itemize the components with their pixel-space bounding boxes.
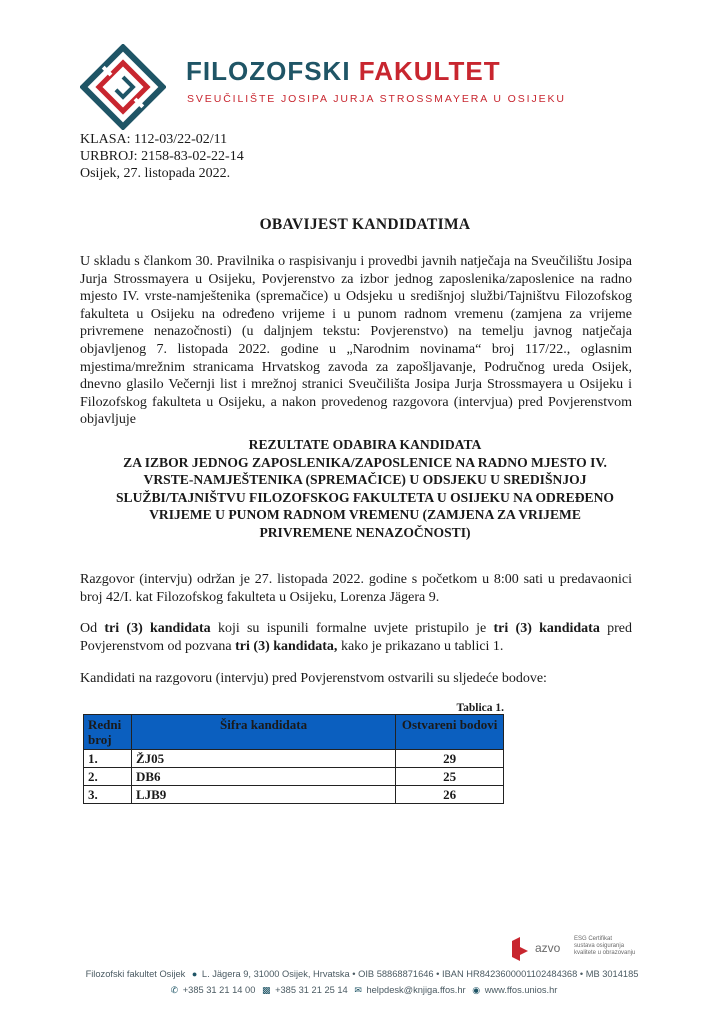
- faculty-name-part2: FAKULTET: [358, 56, 501, 86]
- text-run: kako je prikazano u tablici 1.: [337, 638, 504, 654]
- footer-phone: +385 31 21 14 00: [182, 985, 256, 995]
- cell-code: ŽJ05: [131, 750, 395, 768]
- results-heading-line: REZULTATE ODABIRA KANDIDATA: [248, 437, 482, 452]
- footer-institution: Filozofski fakultet Osijek: [85, 969, 186, 979]
- column-header-code: Šifra kandidata: [131, 715, 395, 750]
- location-pin-icon: ●: [191, 969, 198, 979]
- footer-address-line: [0, 969, 724, 979]
- faculty-logo-icon: [80, 44, 166, 130]
- results-heading-line: VRSTE-NAMJEŠTENIKA (SPREMAČICE) U ODSJEKU U SREDIŠNJOJ: [143, 472, 587, 487]
- footer-fax: +385 31 21 25 14: [275, 985, 348, 995]
- results-heading-line: VRIJEME U PUNOM RADNOM VREMENU (ZAMJENA ZA VRIJEME: [149, 507, 581, 522]
- table-row: [84, 768, 504, 786]
- intro-paragraph: U skladu s člankom 30. Pravilnika o raspisivanju i provedbi javnih natječaja na Sveučilištu Josipa Jurja Strossmayera u Osijeku, Povjerenstvo za izbor jednog zaposlenika/zaposlenice na radno mjesto IV. vrste-namještenika (spremačice) u Odsjeku u središnjoj službi/Tajništvu Filozofskog fakulteta u Osijeku na određeno vrijeme i u punom radnom vremenu (zamjena za vrijeme privremene nenazočnosti) (u daljnjem tekstu: Povjerenstvo) na temelju javnog natječaja objavljenog 7. listopada 2022. godine u „Narodnim novinama“ broj 117/22., oglasnim mjestima/mrežnim stranicama Hrvatskog zavoda za zapošljavanje, Područnog ureda Osijek, dnevno glasilo Večernji list i mrežnoj stranici Sveučilišta Josipa Jurja Strossmayera u Osijeku i Filozofskog fakulteta u Osijeku, a nakon provedenog razgovora (intervjua) pred Povjerenstvom objavljuje: [80, 254, 632, 428]
- table-caption: Tablica 1.: [456, 702, 504, 714]
- cell-number: 3.: [84, 786, 132, 804]
- text-run: Od: [80, 621, 105, 636]
- text-run: pred Povjerenstvom od pozvana: [80, 621, 632, 654]
- cell-number: 2.: [84, 768, 132, 786]
- urbroj-line: URBROJ: 2158-83-02-22-14: [80, 149, 244, 164]
- mail-icon: ✉: [354, 985, 362, 995]
- scores-intro: Kandidati na razgovoru (intervju) pred Povjerenstvom ostvarili su sljedeće bodove:: [80, 671, 547, 686]
- globe-icon: ◉: [472, 985, 481, 995]
- column-header-number: Redni broj: [84, 715, 132, 750]
- bold-run: tri (3) kandidata: [493, 621, 600, 636]
- cert-line: sustava osiguranja: [574, 943, 625, 949]
- fax-icon: ▩: [261, 985, 271, 995]
- cell-number: 1.: [84, 750, 132, 768]
- cell-points: 26: [396, 786, 504, 804]
- table-header-row: [84, 715, 504, 750]
- footer-contact-line: [0, 985, 724, 996]
- footer-address: L. Jägera 9, 31000 Osijek, Hrvatska • OIB 58868871646 • IBAN HR8423600001102484368 • MB 3014185: [201, 969, 639, 979]
- azvo-certificate-text: [574, 936, 635, 957]
- date-line: Osijek, 27. listopada 2022.: [80, 166, 231, 181]
- cell-code: DB6: [131, 768, 395, 786]
- interview-paragraph: Razgovor (intervju) održan je 27. listopada 2022. godine s početkom u 8:00 sati u predavaonici broj 42/I. kat Filozofskog fakulteta u Osijeku, Lorenza Jägera 9.: [80, 572, 632, 605]
- klasa-line: KLASA: 112-03/22-02/11: [80, 132, 228, 147]
- bold-run: tri (3) kandidata: [104, 621, 211, 636]
- results-heading-line: PRIVREMENE NENAZOČNOSTI): [259, 524, 471, 540]
- results-heading-line: SLUŽBI/TAJNIŠTVU FILOZOFSKOG FAKULTETA U OSIJEKU NA ODREĐENO: [115, 489, 615, 505]
- phone-icon: ✆: [170, 985, 179, 995]
- text-run: koji su ispunili formalne uvjete pristupilo je: [210, 621, 494, 636]
- footer-email[interactable]: helpdesk@knjiga.ffos.hr: [366, 985, 466, 995]
- results-heading-line: ZA IZBOR JEDNOG ZAPOSLENIKA/ZAPOSLENICE NA RADNO MJESTO IV.: [123, 454, 607, 470]
- cert-line: kvalitete u obrazovanju: [574, 950, 636, 956]
- faculty-name: [186, 56, 501, 87]
- azvo-label: azvo: [535, 941, 561, 955]
- university-name: SVEUČILIŠTE JOSIPA JURJA STROSSMAYERA U OSIJEKU: [187, 93, 566, 105]
- table-row: [84, 786, 504, 804]
- footer-website[interactable]: www.ffos.unios.hr: [484, 985, 558, 995]
- candidates-paragraph: [80, 620, 632, 655]
- document-title: OBAVIJEST KANDIDATIMA: [259, 216, 471, 233]
- document-meta: [80, 131, 244, 182]
- results-heading: [80, 436, 650, 541]
- results-table: [83, 714, 504, 804]
- cell-points: 29: [396, 750, 504, 768]
- cell-code: LJB9: [131, 786, 395, 804]
- column-header-points: Ostvareni bodovi: [396, 715, 504, 750]
- cell-points: 25: [396, 768, 504, 786]
- cert-line: ESG Certifikat: [574, 936, 613, 942]
- faculty-name-part1: FILOZOFSKI: [186, 56, 351, 86]
- bold-run: tri (3) kandidata,: [235, 638, 338, 654]
- table-row: [84, 750, 504, 768]
